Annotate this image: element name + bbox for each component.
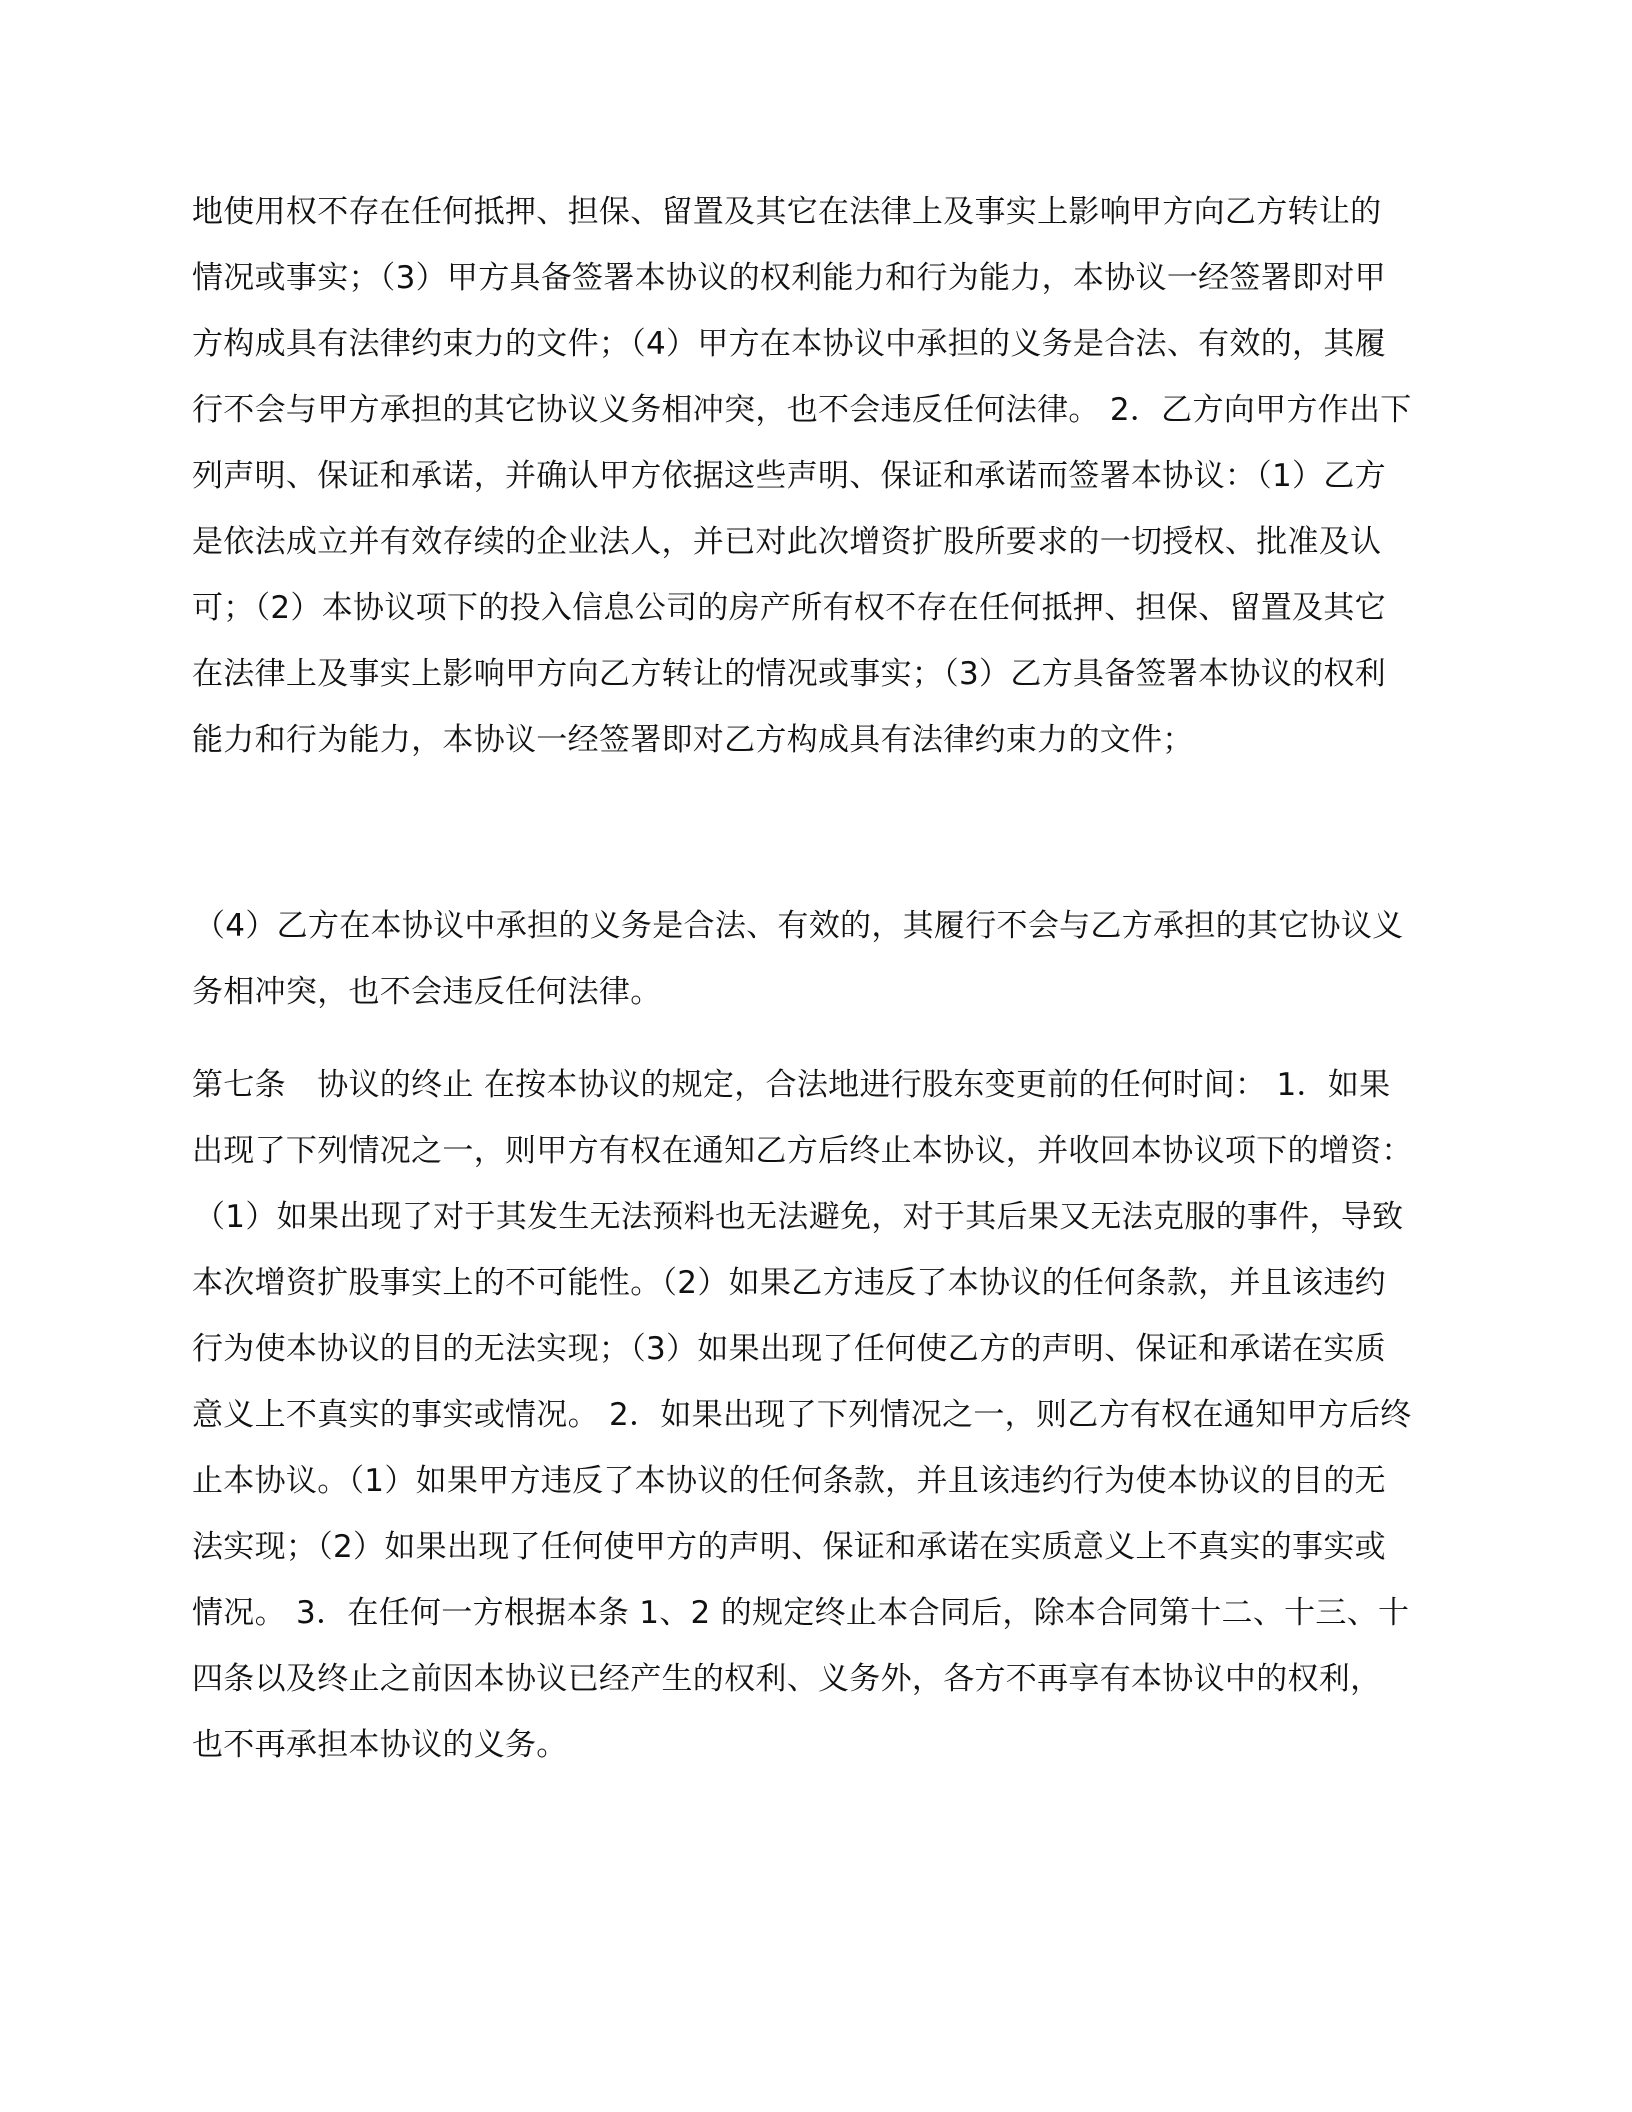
paragraph-1-line-2: 情况或事实；（3）甲方具备签署本协议的权利能力和行为能力，本协议一经签署即对甲 [192, 260, 1386, 296]
paragraph-1-line-7: 可；（2）本协议项下的投入信息公司的房产所有权不存在任何抵押、担保、留置及其它 [192, 590, 1386, 626]
paragraph-3-line-11: 也不再承担本协议的义务。 [192, 1727, 568, 1763]
paragraph-1-line-9: 能力和行为能力，本协议一经签署即对乙方构成具有法律约束力的文件； [192, 722, 1194, 758]
paragraph-1-line-5: 列声明、保证和承诺，并确认甲方依据这些声明、保证和承诺而签署本协议：（1）乙方 [192, 458, 1386, 494]
paragraph-3-line-4: 本次增资扩股事实上的不可能性。（2）如果乙方违反了本协议的任何条款，并且该违约 [192, 1265, 1386, 1301]
paragraph-3-line-6: 意义上不真实的事实或情况。 2．如果出现了下列情况之一，则乙方有权在通知甲方后终 [192, 1397, 1412, 1433]
paragraph-3-line-5: 行为使本协议的目的无法实现；（3）如果出现了任何使乙方的声明、保证和承诺在实质 [192, 1331, 1386, 1367]
paragraph-3-line-2: 出现了下列情况之一，则甲方有权在通知乙方后终止本协议，并收回本协议项下的增资： [192, 1133, 1413, 1169]
paragraph-1-line-6: 是依法成立并有效存续的企业法人，并已对此次增资扩股所要求的一切授权、批准及认 [192, 524, 1382, 560]
paragraph-1-line-3: 方构成具有法律约束力的文件；（4）甲方在本协议中承担的义务是合法、有效的，其履 [192, 326, 1386, 362]
paragraph-3-line-9: 情况。 3．在任何一方根据本条 1、2 的规定终止本合同后，除本合同第十二、十三、十 [192, 1595, 1410, 1631]
paragraph-1-line-4: 行不会与甲方承担的其它协议义务相冲突，也不会违反任何法律。 2．乙方向甲方作出下 [192, 392, 1412, 428]
paragraph-2-line-2: 务相冲突，也不会违反任何法律。 [192, 974, 662, 1010]
paragraph-3-line-1: 第七条 协议的终止 在按本协议的规定，合法地进行股东变更前的任何时间： 1．如果 [192, 1067, 1391, 1103]
paragraph-1-line-8: 在法律上及事实上影响甲方向乙方转让的情况或事实；（3）乙方具备签署本协议的权利 [192, 656, 1386, 692]
paragraph-3-line-3: （1）如果出现了对于其发生无法预料也无法避免，对于其后果又无法克服的事件，导致 [194, 1199, 1404, 1235]
paragraph-1-line-1: 地使用权不存在任何抵押、担保、留置及其它在法律上及事实上影响甲方向乙方转让的 [192, 194, 1382, 230]
paragraph-2-line-1: （4）乙方在本协议中承担的义务是合法、有效的，其履行不会与乙方承担的其它协议义 [194, 908, 1404, 944]
paragraph-3-line-10: 四条以及终止之前因本协议已经产生的权利、义务外，各方不再享有本协议中的权利， [192, 1661, 1382, 1697]
paragraph-3-line-7: 止本协议。（1）如果甲方违反了本协议的任何条款，并且该违约行为使本协议的目的无 [192, 1463, 1386, 1499]
paragraph-3-line-8: 法实现；（2）如果出现了任何使甲方的声明、保证和承诺在实质意义上不真实的事实或 [192, 1529, 1386, 1565]
